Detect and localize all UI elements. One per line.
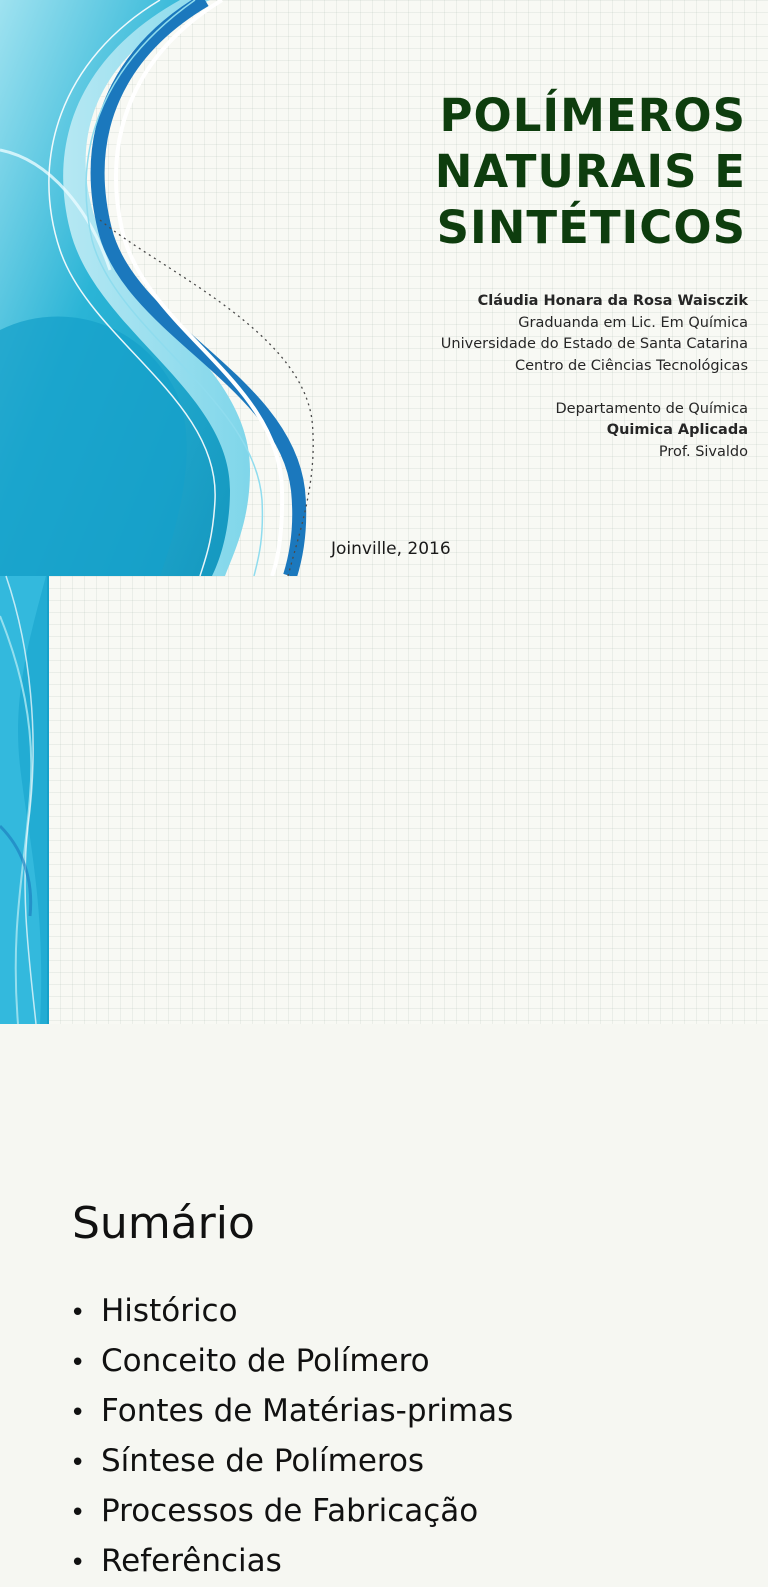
- summary-list: [70, 1287, 513, 1587]
- author-detail: Universidade do Estado de Santa Catarina: [440, 336, 748, 352]
- presentation-title: [326, 88, 746, 256]
- list-item: [70, 1487, 513, 1537]
- list-item: [70, 1387, 513, 1437]
- author-info: [328, 291, 748, 463]
- list-item-text: Histórico: [101, 1293, 238, 1329]
- title-line: NATURAIS E: [434, 145, 746, 198]
- bullet-icon: •: [70, 1398, 86, 1428]
- bullet-icon: •: [70, 1448, 86, 1478]
- list-item: [70, 1287, 513, 1337]
- title-line: POLÍMEROS: [439, 89, 746, 142]
- course-name: Quimica Aplicada: [606, 422, 748, 438]
- author-name: Cláudia Honara da Rosa Waisczik: [477, 293, 748, 309]
- list-item-text: Referências: [101, 1543, 282, 1579]
- author-detail: Centro de Ciências Tecnológicas: [515, 357, 748, 374]
- side-wave-decoration: [0, 576, 60, 1024]
- list-item-text: Síntese de Polímeros: [101, 1443, 425, 1479]
- summary-heading: Sumário: [72, 1198, 255, 1249]
- spacer: [328, 377, 748, 399]
- wave-decoration: [0, 0, 330, 576]
- place-date: Joinville, 2016: [331, 539, 451, 559]
- title-slide: [0, 0, 768, 576]
- list-item-text: Conceito de Polímero: [101, 1343, 430, 1379]
- department: Departamento de Química: [555, 400, 748, 417]
- list-item: [70, 1437, 513, 1487]
- professor: Prof. Sivaldo: [658, 443, 748, 460]
- bullet-icon: •: [70, 1298, 86, 1328]
- list-item-text: Fontes de Matérias-primas: [101, 1393, 514, 1429]
- bullet-icon: •: [70, 1548, 86, 1578]
- summary-slide: [0, 576, 768, 1579]
- list-item: [70, 1537, 513, 1587]
- list-item: [70, 1337, 513, 1387]
- author-detail: Graduanda em Lic. Em Química: [518, 314, 748, 331]
- bullet-icon: •: [70, 1348, 86, 1378]
- bullet-icon: •: [70, 1498, 86, 1528]
- list-item-text: Processos de Fabricação: [101, 1493, 479, 1529]
- title-line: SINTÉTICOS: [436, 201, 746, 254]
